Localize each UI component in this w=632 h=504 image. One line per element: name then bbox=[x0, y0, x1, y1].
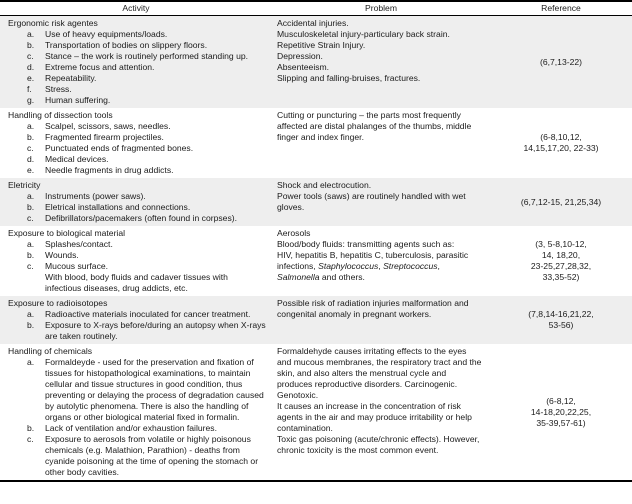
item-text: Lack of ventilation and/or exhaustion failures. bbox=[45, 423, 217, 433]
problem-line: Power tools (saws) are routinely handled with wet gloves. bbox=[277, 191, 466, 212]
item-text: Repeatability. bbox=[45, 73, 97, 83]
item-text: Transportation of bodies on slippery floors. bbox=[45, 40, 208, 50]
activity-item bbox=[27, 320, 266, 342]
activity-item bbox=[27, 309, 266, 320]
problem-text: , bbox=[437, 261, 440, 271]
problem-line: Toxic gas poisoning (acute/chronic effects). However, chronic toxicity is the most common event. bbox=[277, 434, 480, 455]
problem-line: Blood/body fluids: transmitting agents such as: bbox=[277, 239, 455, 249]
activity-item bbox=[27, 202, 266, 213]
item-marker: a. bbox=[27, 191, 35, 201]
item-text: Eletrical installations and connections. bbox=[45, 202, 191, 212]
activity-cell bbox=[0, 178, 272, 226]
column-header-reference: Reference bbox=[541, 3, 581, 13]
activity-heading: Exposure to radioisotopes bbox=[8, 298, 108, 308]
item-marker: b. bbox=[27, 423, 35, 433]
activity-cell bbox=[0, 16, 272, 108]
species-name-italic: Salmonella bbox=[277, 272, 320, 282]
problem-line: Possible risk of radiation injuries malformation and congenital anomaly in pregnant workers. bbox=[277, 298, 469, 319]
reference-text: (6-8,10,12, bbox=[540, 132, 582, 142]
reference-cell bbox=[490, 16, 632, 108]
item-text: Defibrillators/pacemakers (often found in corpses). bbox=[45, 213, 238, 223]
problem-line: Musculoskeletal injury-particulary back strain. bbox=[277, 29, 450, 39]
problem-line: Depression. bbox=[277, 51, 323, 61]
activity-item bbox=[27, 62, 266, 73]
activity-item bbox=[27, 40, 266, 51]
column-header-problem: Problem bbox=[365, 3, 397, 13]
reference-text: 33,35-52) bbox=[542, 272, 580, 282]
reference-text: (3, 5-8,10-12, bbox=[535, 239, 587, 249]
item-marker: c. bbox=[27, 143, 34, 153]
reference-cell bbox=[490, 178, 632, 226]
problem-cell bbox=[272, 226, 490, 296]
item-marker: b. bbox=[27, 320, 35, 330]
activity-item bbox=[27, 121, 266, 132]
reference-text: (6,7,12-15, 21,25,34) bbox=[520, 196, 602, 207]
item-text: Stress. bbox=[45, 84, 72, 94]
item-text: Exposure to X-rays before/during an autopsy when X-rays are taken routinely. bbox=[45, 320, 266, 341]
item-marker: c. bbox=[27, 261, 34, 271]
item-marker: b. bbox=[27, 250, 35, 260]
problem-line: Aerosols bbox=[277, 228, 311, 238]
activity-cell bbox=[0, 344, 272, 480]
reference-text: 35-39,57-61) bbox=[536, 417, 586, 428]
reference-text: (6-8,12, bbox=[546, 395, 576, 406]
activity-item bbox=[27, 357, 266, 423]
item-text: Stance – the work is routinely performed standing up. bbox=[45, 51, 249, 61]
item-marker: f. bbox=[27, 84, 32, 94]
problem-line: Shock and electrocution. bbox=[277, 180, 372, 190]
item-text: Human suffering. bbox=[45, 95, 111, 105]
activity-item bbox=[27, 84, 266, 95]
activity-item bbox=[27, 29, 266, 40]
activity-cell bbox=[0, 296, 272, 344]
item-marker: a. bbox=[27, 29, 35, 39]
activity-heading: Ergonomic risk agentes bbox=[8, 18, 98, 28]
problem-cell bbox=[272, 344, 490, 480]
table-row-ergonomic-risk bbox=[0, 16, 632, 108]
item-text: Use of heavy equipments/loads. bbox=[45, 29, 168, 39]
reference-text: 14, 18,20, bbox=[541, 250, 581, 260]
problem-line: It causes an increase in the concentration of risk agents in the air and may produce irritability or help contamination. bbox=[277, 401, 472, 433]
column-header-activity: Activity bbox=[122, 3, 150, 13]
problem-cell bbox=[272, 16, 490, 108]
problem-line: Slipping and falling-bruises, fractures. bbox=[277, 73, 421, 83]
item-marker: g. bbox=[27, 95, 35, 105]
item-marker: c. bbox=[27, 51, 34, 61]
activity-cell bbox=[0, 226, 272, 296]
reference-text: 53-56) bbox=[548, 320, 574, 330]
reference-text: 23-25,27,28,32, bbox=[530, 261, 592, 271]
reference-cell bbox=[490, 344, 632, 480]
problem-line: Accidental injuries. bbox=[277, 18, 349, 28]
problem-line: Formaldehyde causes irritating effects to the eyes and mucous membranes, the respiratory tract and the skin, and also alters the menstrual cycle and produces reproductive disorders. Carcinogenic. Genotoxic. bbox=[277, 346, 482, 400]
table-header-row bbox=[0, 2, 632, 16]
activity-cell bbox=[0, 108, 272, 178]
table-row-chemicals bbox=[0, 344, 632, 480]
activity-item bbox=[27, 51, 266, 62]
item-marker: c. bbox=[27, 434, 34, 444]
item-text bbox=[45, 261, 266, 294]
problem-text: , bbox=[378, 261, 384, 271]
item-text: Medical devices. bbox=[45, 154, 109, 164]
activity-heading: Exposure to biological material bbox=[8, 228, 126, 238]
item-text: Wounds. bbox=[45, 250, 79, 260]
table-row-radioisotopes bbox=[0, 296, 632, 344]
item-text: Fragmented firearm projectiles. bbox=[45, 132, 164, 142]
reference-cell bbox=[490, 226, 632, 296]
activity-item bbox=[27, 165, 266, 176]
item-text: Formaldeyde - used for the preservation and fixation of tissues for histopathological examinations, to maintain cellular and tissue structures in good condition, thus preventing or delaying the process of degradation caused by autolytic phenomena. There is also the handling of organs or other biological material fixed in formalin. bbox=[45, 357, 264, 422]
problem-line: Absenteeism. bbox=[277, 62, 330, 72]
activity-item bbox=[27, 434, 266, 478]
reference-text: 14-18,20,22,25, bbox=[530, 406, 592, 417]
activity-item bbox=[27, 423, 266, 434]
species-name-italic: Streptococcus bbox=[383, 261, 438, 271]
item-marker: a. bbox=[27, 121, 35, 131]
reference-cell bbox=[490, 108, 632, 178]
problem-text: and others. bbox=[319, 272, 365, 282]
table-row-electricity bbox=[0, 178, 632, 226]
activity-item bbox=[27, 213, 266, 224]
activity-item bbox=[27, 261, 266, 294]
reference-text: (6,7,13-22) bbox=[539, 56, 583, 67]
problem-line: Repetitive Strain Injury. bbox=[277, 40, 366, 50]
activity-item bbox=[27, 239, 266, 250]
problem-line: Cutting or puncturing – the parts most frequently affected are distal phalanges of the thumbs, middle finger and index finger. bbox=[277, 110, 472, 142]
activity-heading: Handling of dissection tools bbox=[8, 110, 113, 120]
reference-text: 14,15,17,20, 22-33) bbox=[523, 143, 599, 153]
item-marker: a. bbox=[27, 239, 35, 249]
problem-cell bbox=[272, 178, 490, 226]
item-text-main: Mucous surface. bbox=[45, 261, 109, 271]
item-marker: d. bbox=[27, 154, 35, 164]
item-marker: a. bbox=[27, 309, 35, 319]
item-text-sub: With blood, body fluids and cadaver tissues with infectious diseases, drug addicts, etc. bbox=[45, 272, 228, 293]
problem-text: HIV, hepatitis B, hepatitis C, tuberculosis, parasitic infections, bbox=[277, 250, 469, 271]
reference-text: (7,8,14-16,21,22, bbox=[528, 309, 594, 319]
item-marker: d. bbox=[27, 62, 35, 72]
item-marker: e. bbox=[27, 165, 35, 175]
item-marker: e. bbox=[27, 73, 35, 83]
activity-item bbox=[27, 250, 266, 261]
activity-item bbox=[27, 154, 266, 165]
item-text: Splashes/contact. bbox=[45, 239, 113, 249]
problem-line bbox=[277, 250, 482, 283]
activity-item bbox=[27, 143, 266, 154]
activity-heading: Eletricity bbox=[8, 180, 41, 190]
item-text: Instruments (power saws). bbox=[45, 191, 146, 201]
item-text: Extreme focus and attention. bbox=[45, 62, 155, 72]
reference-cell bbox=[490, 296, 632, 344]
item-text: Punctuated ends of fragmented bones. bbox=[45, 143, 194, 153]
activity-item bbox=[27, 132, 266, 143]
activity-item bbox=[27, 191, 266, 202]
activity-item bbox=[27, 95, 266, 106]
problem-cell bbox=[272, 108, 490, 178]
item-marker: a. bbox=[27, 357, 35, 367]
table-row-biological-material bbox=[0, 226, 632, 296]
activity-heading: Handling of chemicals bbox=[8, 346, 93, 356]
item-text: Scalpel, scissors, saws, needles. bbox=[45, 121, 171, 131]
item-text: Needle fragments in drug addicts. bbox=[45, 165, 174, 175]
item-text: Radioactive materials inoculated for cancer treatment. bbox=[45, 309, 251, 319]
item-marker: b. bbox=[27, 132, 35, 142]
activity-item bbox=[27, 73, 266, 84]
item-text: Exposure to aerosols from volatile or highly poisonous chemicals (e.g. Malathion, Parathion) - deaths from cyanide poisoning at the time of opening the stomach or other body cavities. bbox=[45, 434, 259, 477]
problem-cell bbox=[272, 296, 490, 344]
item-marker: b. bbox=[27, 202, 35, 212]
item-marker: b. bbox=[27, 40, 35, 50]
table-row-dissection-tools bbox=[0, 108, 632, 178]
item-marker: c. bbox=[27, 213, 34, 223]
species-name-italic: Staphylococcus bbox=[318, 261, 379, 271]
